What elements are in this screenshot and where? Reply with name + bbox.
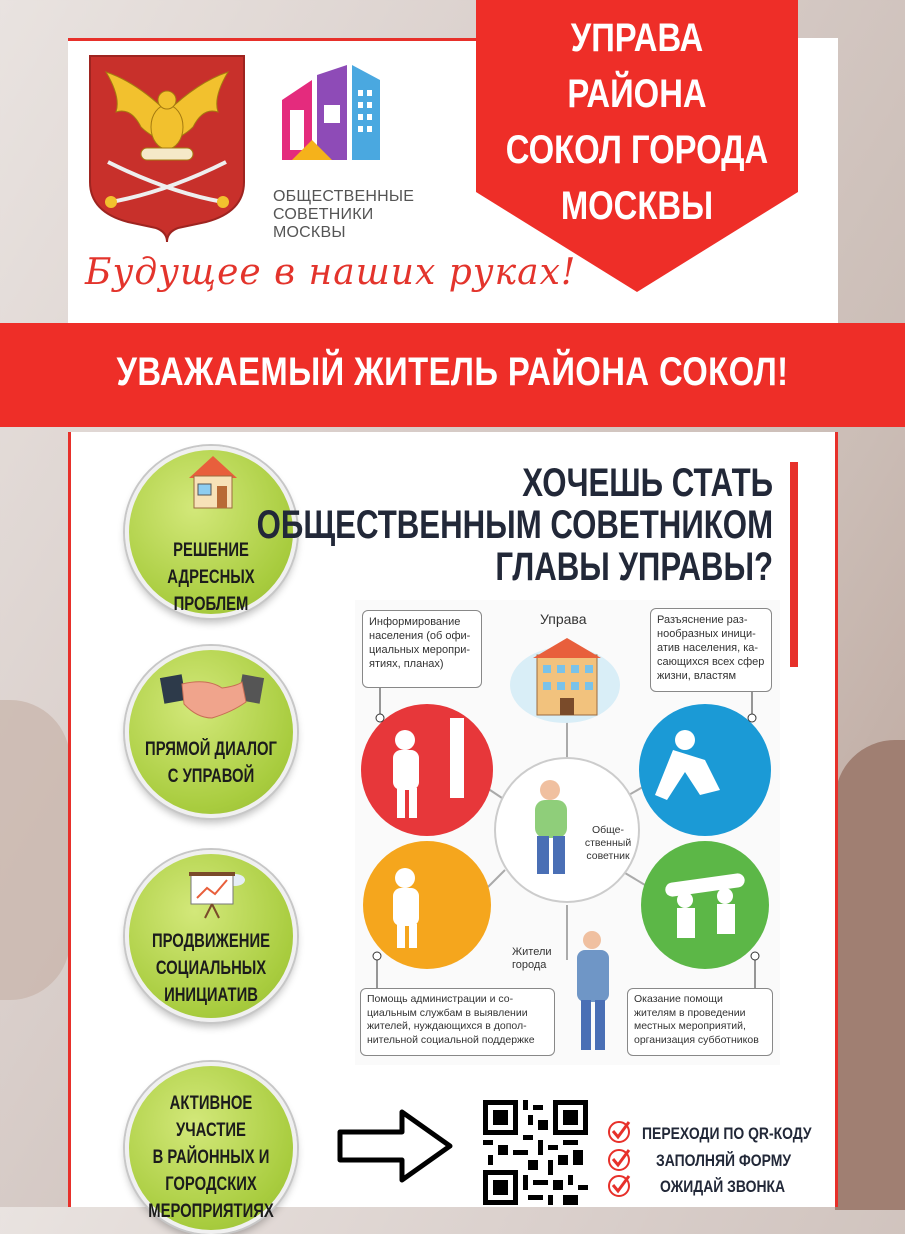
house-icon bbox=[185, 452, 241, 510]
headline bbox=[257, 462, 773, 588]
info-box-events-help bbox=[627, 988, 773, 1056]
qr-code[interactable] bbox=[483, 1100, 588, 1205]
diagram-label-residents bbox=[512, 946, 552, 972]
benefit-label-line: ИНИЦИАТИВ bbox=[164, 985, 258, 1006]
benefit-label-line: С УПРАВОЙ bbox=[167, 766, 255, 787]
benefit-label-line: ГОРОДСКИХ bbox=[165, 1174, 257, 1195]
benefit-label bbox=[144, 736, 278, 790]
diagram-label-advisor bbox=[578, 824, 638, 863]
benefit-label-line: СОЦИАЛЬНЫХ bbox=[155, 958, 267, 979]
cta-step: ОЖИДАЙ ЗВОНКА bbox=[660, 1177, 786, 1196]
info-box-informing bbox=[362, 610, 482, 688]
info-box-line: жителям в проведении bbox=[634, 1006, 746, 1019]
info-box-line: населения (об офи- bbox=[369, 630, 471, 642]
info-box-line: атив населения, ка- bbox=[657, 642, 759, 654]
public-advisors-logo-text bbox=[273, 188, 414, 242]
background-shape bbox=[0, 700, 70, 1000]
info-box-line: жизни, властям bbox=[657, 670, 737, 682]
info-box-line: ятиях, планах) bbox=[369, 658, 444, 670]
handshake-icon bbox=[162, 668, 262, 723]
info-box-line: Оказание помощи bbox=[634, 993, 723, 1005]
info-box-line: циальных меропри- bbox=[369, 644, 471, 656]
diagram-label-administration: Управа bbox=[540, 611, 587, 627]
info-box-line: жителей, нуждающихся в допол- bbox=[367, 1020, 527, 1032]
benefit-label-line: ПРЯМОЙ ДИАЛОГ bbox=[145, 739, 277, 760]
advisor-label-line: ственный bbox=[584, 837, 632, 849]
organization-title bbox=[505, 10, 769, 234]
headline-accent-bar bbox=[790, 462, 798, 667]
checkmark-icon bbox=[607, 1118, 633, 1144]
info-box-line: нительной социальной поддержке bbox=[367, 1033, 535, 1046]
info-box-line: организация субботников bbox=[634, 1033, 759, 1046]
title-line: СОКОЛ ГОРОДА bbox=[505, 128, 769, 172]
background-shape bbox=[835, 740, 905, 1210]
benefit-label bbox=[144, 1090, 278, 1225]
residents-label-line: Жители bbox=[512, 946, 552, 958]
benefit-label-line: В РАЙОННЫХ И bbox=[152, 1147, 270, 1168]
checkmark-icon bbox=[607, 1172, 633, 1198]
greeting-text: УВАЖАЕМЫЙ ЖИТЕЛЬ РАЙОНА СОКОЛ! bbox=[116, 350, 789, 394]
headline-line: ОБЩЕСТВЕННЫМ СОВЕТНИКОМ bbox=[256, 503, 773, 547]
benefit-label bbox=[144, 928, 278, 1009]
benefit-label-line: ПРОБЛЕМ bbox=[173, 594, 249, 615]
benefit-label-line: АКТИВНОЕ УЧАСТИЕ bbox=[169, 1093, 253, 1141]
benefit-label-line: МЕРОПРИЯТИЯХ bbox=[148, 1201, 274, 1222]
residents-label-line: города bbox=[512, 959, 547, 971]
info-box-line: Помощь администрации и со- bbox=[367, 993, 514, 1005]
info-box-line: сающихся всех сфер bbox=[657, 656, 765, 668]
public-advisors-logo-icon bbox=[272, 60, 387, 170]
logo-text-line: МОСКВЫ bbox=[273, 224, 346, 241]
info-box-line: нообразных иници- bbox=[657, 628, 756, 640]
header-divider bbox=[68, 38, 488, 41]
title-line: МОСКВЫ bbox=[560, 184, 714, 228]
title-line: УПРАВА РАЙОНА bbox=[567, 16, 707, 116]
info-box-line: Информирование bbox=[369, 616, 461, 628]
advisor-label-line: советник bbox=[586, 850, 630, 862]
logo-text-line: СОВЕТНИКИ bbox=[273, 206, 374, 223]
info-box-line: циальным службам в выявлении bbox=[367, 1006, 528, 1019]
cta-step: ЗАПОЛНЯЙ ФОРМУ bbox=[656, 1151, 792, 1170]
advisor-label-line: Обще- bbox=[591, 824, 625, 836]
arrow-right-icon bbox=[336, 1108, 454, 1184]
headline-line: ГЛАВЫ УПРАВЫ? bbox=[495, 545, 773, 589]
benefit-label-line: ПРОДВИЖЕНИЕ bbox=[151, 931, 271, 952]
info-box-line: местных мероприятий, bbox=[634, 1020, 746, 1032]
logo-text-line: ОБЩЕСТВЕННЫЕ bbox=[273, 188, 415, 205]
info-box-line: Разъяснение раз- bbox=[657, 614, 748, 626]
benefit-label-line: РЕШЕНИЕ АДРЕСНЫХ bbox=[167, 540, 255, 588]
presentation-board-icon bbox=[185, 868, 247, 920]
cta-step: ПЕРЕХОДИ ПО QR-КОДУ bbox=[642, 1124, 812, 1143]
slogan: Будущее в наших руках! bbox=[85, 252, 577, 293]
info-box-social-help bbox=[360, 988, 555, 1056]
coat-of-arms-icon bbox=[86, 52, 248, 244]
headline-line: ХОЧЕШЬ СТАТЬ bbox=[522, 461, 773, 505]
info-box-explaining bbox=[650, 608, 772, 692]
checkmark-icon bbox=[607, 1146, 633, 1172]
